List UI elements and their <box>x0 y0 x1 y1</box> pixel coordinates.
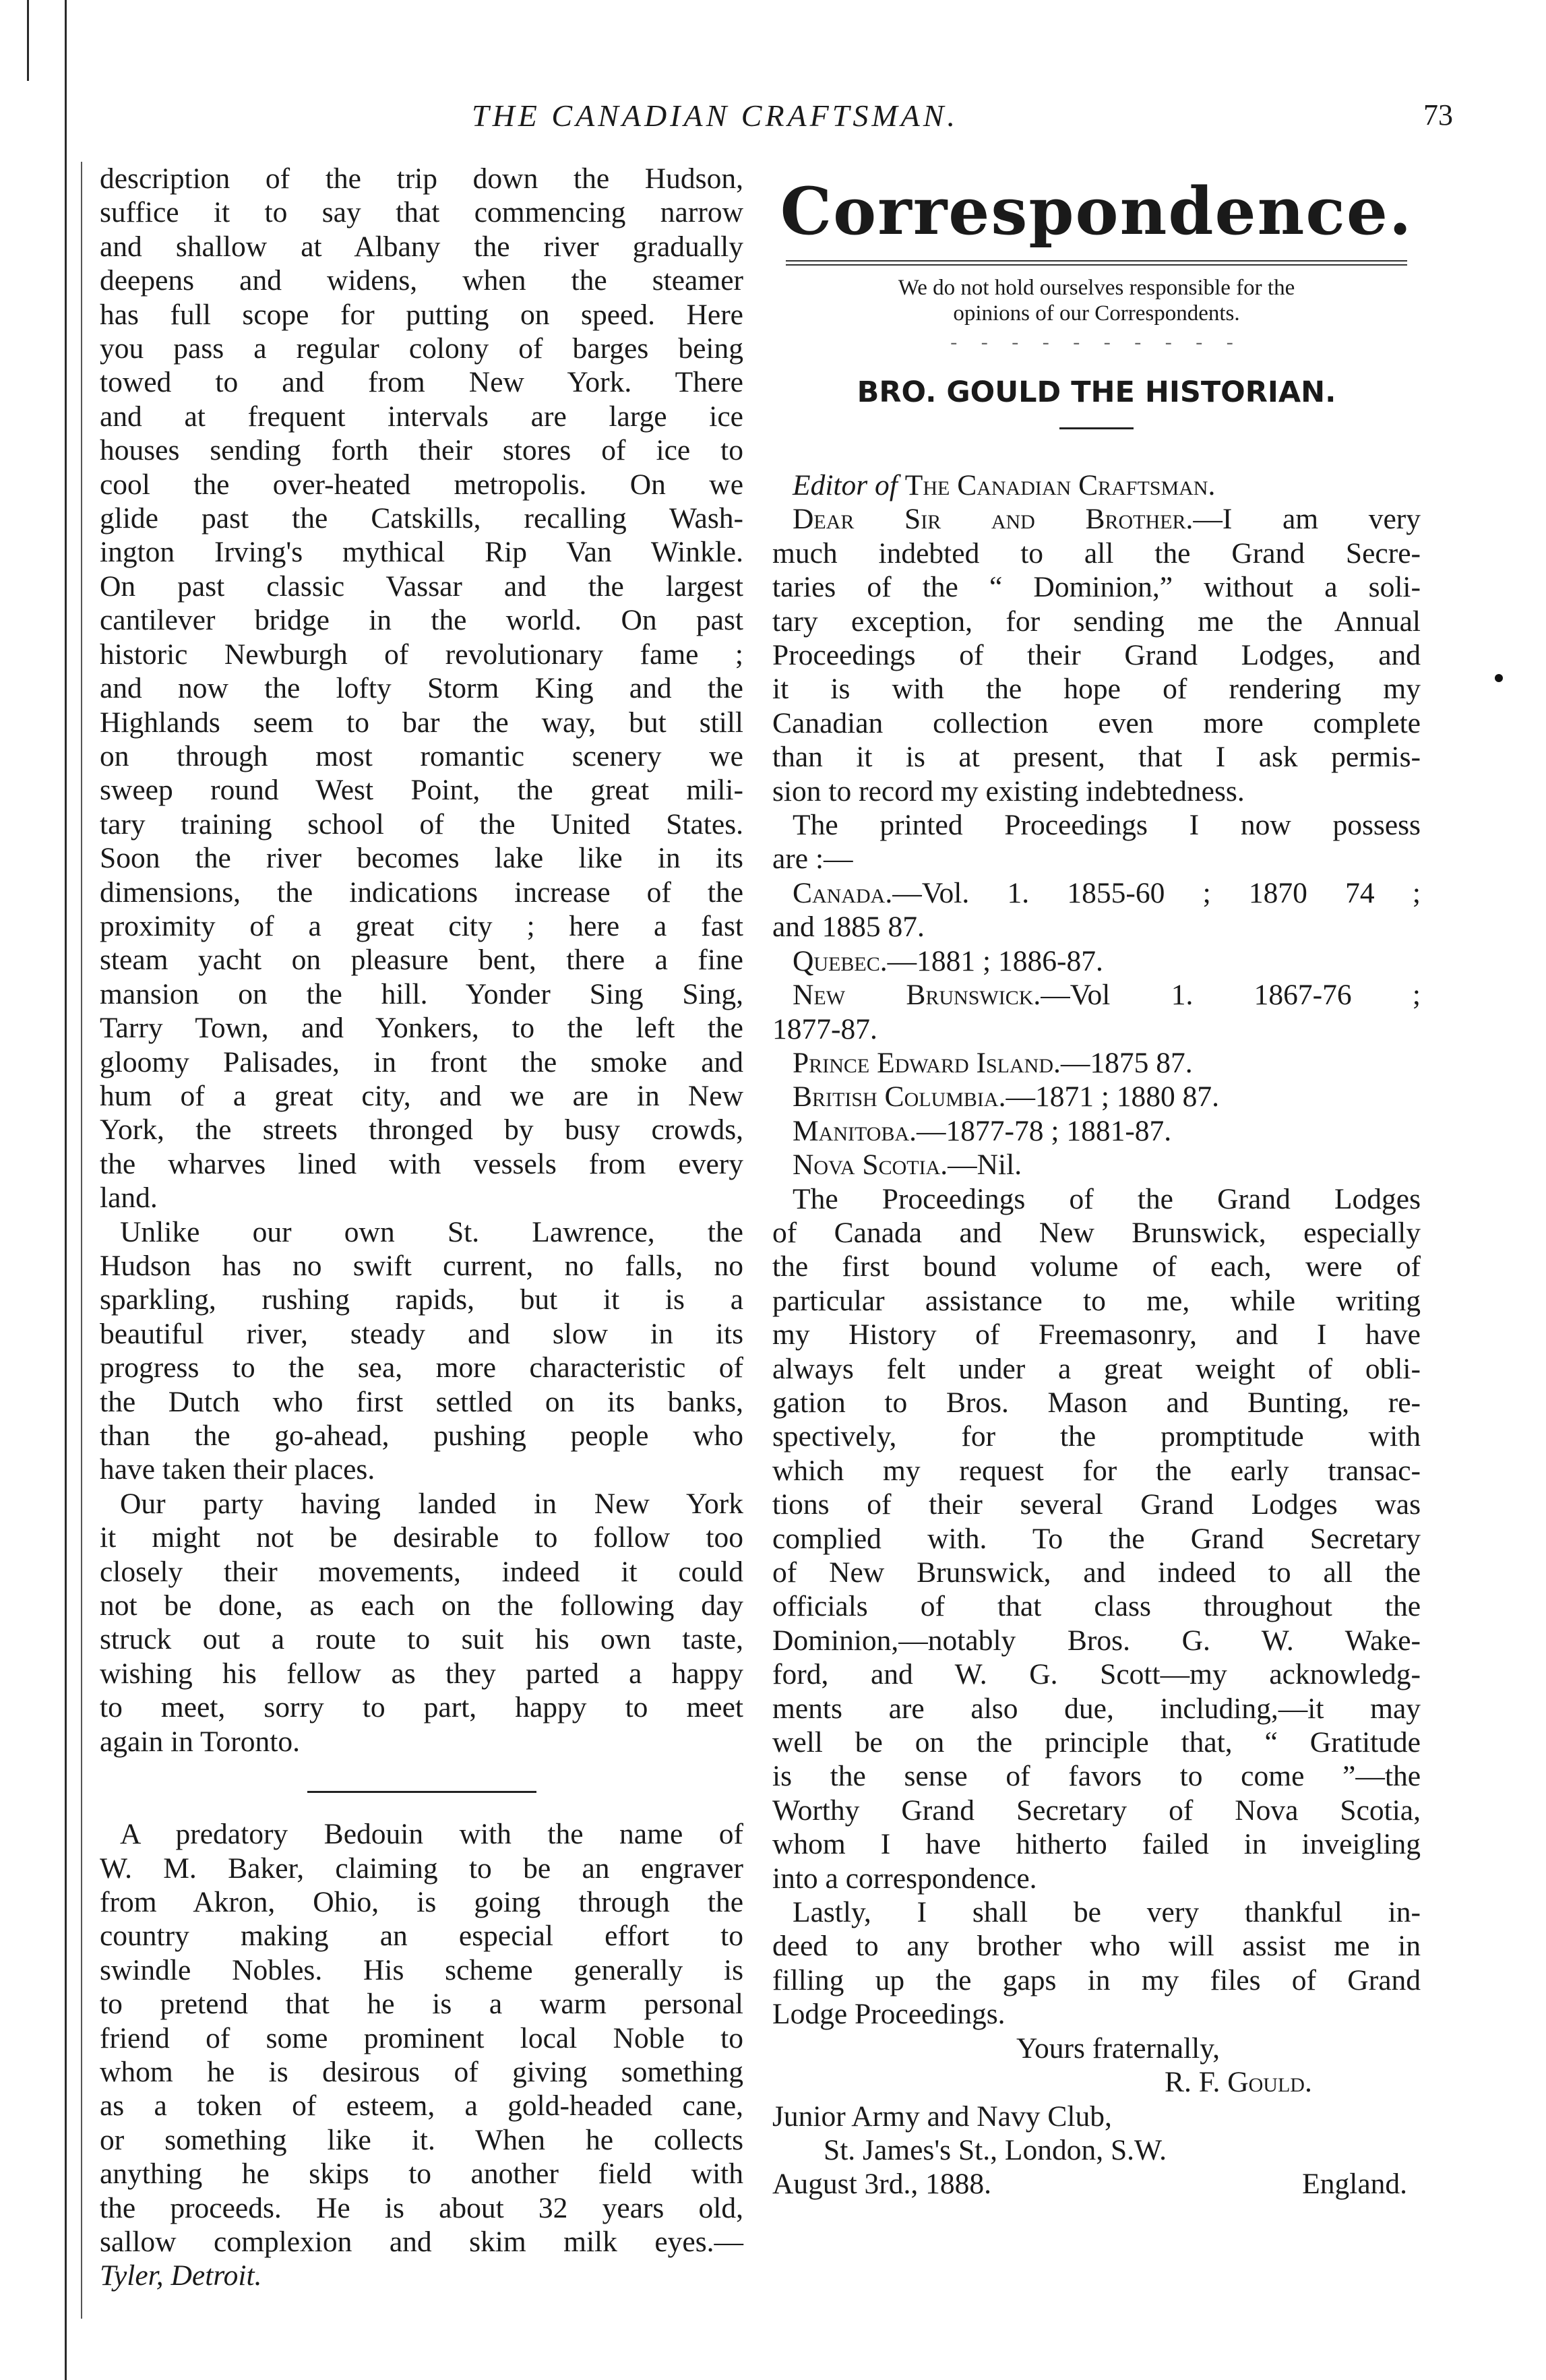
left-column <box>100 162 743 2293</box>
text-line: ford, and W. G. Scott—my acknowledg- <box>772 1658 1421 1691</box>
text-line: Soon the river becomes lake like in its <box>100 842 743 875</box>
text-line: it is with the hope of rendering my <box>772 673 1421 706</box>
salutation-continuation: —I am very <box>1193 503 1421 536</box>
text-line: The printed Proceedings I now possess <box>793 809 1421 842</box>
proceedings-item <box>772 1012 1421 1046</box>
text-line: country making an especial effort to <box>100 1920 743 1953</box>
text-line: ington Irving's mythical Rip Van Winkle. <box>100 536 743 569</box>
proceedings-item <box>772 910 1421 944</box>
section-rule <box>307 1791 536 1793</box>
editor-publication: The Canadian Craftsman. <box>904 469 1216 501</box>
text-line: suffice it to say that commencing narrow <box>100 196 743 229</box>
text-line: beautiful river, steady and slow in its <box>100 1317 743 1350</box>
text-line: of Canada and New Brunswick, especially <box>772 1216 1421 1249</box>
text-line: dimensions, the indications increase of the <box>100 876 743 909</box>
title-rule <box>1059 427 1134 429</box>
text-line: towed to and from New York. There <box>100 366 743 399</box>
text-line: deed to any brother who will assist me in <box>772 1930 1421 1963</box>
text-line: tary training school of the United States. <box>100 807 743 841</box>
bedouin-notice <box>100 1817 743 2293</box>
text-line: ments are also due, including,—it may <box>772 1692 1421 1725</box>
text-line: glide past the Catskills, recalling Wash- <box>100 502 743 535</box>
proceedings-item <box>772 944 1421 978</box>
text-line: description of the trip down the Hudson, <box>100 162 743 195</box>
address-line: St. James's St., London, S.W. <box>824 2133 1167 2166</box>
letter-paragraph-2 <box>772 808 1421 876</box>
text-line: The Proceedings of the Grand Lodges <box>793 1182 1421 1215</box>
proceedings-years: —1875 87. <box>1060 1046 1193 1079</box>
right-column <box>772 162 1421 2201</box>
text-line: particular assistance to me, while writing <box>772 1284 1421 1317</box>
jurisdiction-name: British Columbia. <box>793 1080 1006 1113</box>
text-line: is the sense of favors to come ”—the <box>772 1760 1421 1793</box>
text-line: as a token of esteem, a gold-headed cane, <box>100 2089 743 2123</box>
text-line: whom I have hitherto failed in inveigling <box>772 1828 1421 1861</box>
signature-block <box>772 2032 1421 2201</box>
text-line: A predatory Bedouin with the name of <box>120 1818 743 1851</box>
signature: R. F. Gould. <box>1165 2066 1312 2099</box>
text-line: again in Toronto. <box>100 1725 300 1758</box>
proceedings-item <box>772 1148 1421 1182</box>
text-line: Canadian collection even more complete <box>772 706 1421 739</box>
proceedings-item <box>772 1114 1421 1148</box>
text-line: sallow complexion and skim milk eyes.— <box>100 2225 743 2258</box>
text-line: spectively, for the promptitude with <box>772 1420 1421 1453</box>
text-line: steam yacht on pleasure bent, there a fine <box>100 944 743 977</box>
proceedings-years: —Vol. 1. 1855-60 ; 1870 74 ; <box>892 876 1421 909</box>
text-line: or something like it. When he collects <box>100 2123 743 2156</box>
hudson-paragraph-3 <box>100 1487 743 1759</box>
text-line: my History of Freemasonry, and I have <box>772 1318 1421 1351</box>
text-line: and shallow at Albany the river gradually <box>100 230 743 263</box>
text-line: deepens and widens, when the steamer <box>100 264 743 297</box>
text-line: land. <box>100 1182 158 1215</box>
dash-row: - - - - - - - - - - <box>950 331 1243 353</box>
proceedings-years: 1877-87. <box>772 1012 877 1045</box>
editor-line <box>772 468 1421 502</box>
text-line: Hudson has no swift current, no falls, no <box>100 1250 743 1282</box>
text-line: anything he skips to another field with <box>100 2158 743 2191</box>
text-line: to pretend that he is a warm personal <box>100 1988 743 2021</box>
text-line: sion to record my existing indebtedness. <box>772 774 1245 807</box>
text-line: not be done, as each on the following day <box>100 1589 743 1622</box>
text-line: struck out a route to suit his own taste, <box>100 1623 743 1656</box>
text-line: the first bound volume of each, were of <box>772 1250 1421 1283</box>
text-line: have taken their places. <box>100 1453 375 1486</box>
text-line: gation to Bros. Mason and Bunting, re- <box>772 1386 1421 1419</box>
hudson-paragraph-2 <box>100 1215 743 1487</box>
text-line: cantilever bridge in the world. On past <box>100 604 743 637</box>
gutter-line <box>27 0 29 81</box>
text-line: tary exception, for sending me the Annual <box>772 605 1421 638</box>
hudson-paragraph-1 <box>100 162 743 1215</box>
proceedings-years: —Vol 1. 1867-76 ; <box>1041 979 1421 1012</box>
jurisdiction-name: Quebec. <box>793 944 888 977</box>
letter-paragraph-3 <box>772 1182 1421 1896</box>
text-line: into a correspondence. <box>772 1862 1037 1895</box>
article-title: BRO. GOULD THE HISTORIAN. <box>857 375 1336 409</box>
section-title: Correspondence. <box>780 173 1413 249</box>
text-line: has full scope for putting on speed. Here <box>100 298 743 331</box>
text-line: than the go-ahead, pushing people who <box>100 1420 743 1453</box>
text-line: cool the over-heated metropolis. On we <box>100 468 743 501</box>
text-line: Unlike our own St. Lawrence, the <box>120 1215 743 1248</box>
letter-country: England. <box>1302 2168 1407 2201</box>
text-line: the wharves lined with vessels from every <box>100 1147 743 1180</box>
gutter-line <box>81 162 82 2319</box>
text-line: historic Newburgh of revolutionary fame ; <box>100 638 743 671</box>
double-rule <box>786 260 1407 266</box>
text-line: friend of some prominent local Noble to <box>100 2021 743 2054</box>
proceedings-item <box>772 978 1421 1012</box>
text-line: sparkling, rushing rapids, but it is a <box>100 1283 743 1316</box>
jurisdiction-name: Canada. <box>793 876 893 909</box>
text-line: Worthy Grand Secretary of Nova Scotia, <box>772 1794 1421 1827</box>
text-line: to meet, sorry to part, happy to meet <box>100 1691 743 1724</box>
text-line: of New Brunswick, and indeed to all the <box>772 1556 1421 1589</box>
jurisdiction-name: New Brunswick. <box>793 979 1041 1012</box>
text-line: Proceedings of their Grand Lodges, and <box>772 639 1421 672</box>
proceedings-list <box>772 876 1421 1182</box>
running-title: THE CANADIAN CRAFTSMAN. <box>472 98 958 133</box>
salutation: Dear Sir and Brother. <box>793 503 1194 536</box>
text-line: well be on the principle that, “ Gratitude <box>772 1726 1421 1759</box>
text-line: than it is at present, that I ask permis- <box>772 741 1421 774</box>
bullet-mark <box>1495 674 1503 682</box>
text-line: and at frequent intervals are large ice <box>100 400 743 433</box>
text-line <box>772 502 1421 536</box>
jurisdiction-name: Manitoba. <box>793 1114 917 1147</box>
disclaimer-line: We do not hold ourselves responsible for the <box>898 276 1295 300</box>
text-line: tions of their several Grand Lodges was <box>772 1488 1421 1521</box>
text-line: always felt under a great weight of obli- <box>772 1352 1421 1385</box>
gutter-line <box>65 0 67 2380</box>
text-line: from Akron, Ohio, is going through the <box>100 1885 743 1918</box>
text-line: closely their movements, indeed it could <box>100 1555 743 1588</box>
proceedings-years: —1871 ; 1880 87. <box>1006 1080 1220 1113</box>
text-line: W. M. Baker, claiming to be an engraver <box>100 1852 743 1885</box>
text-line: filling up the gaps in my files of Grand <box>772 1963 1421 1996</box>
text-line: are :— <box>772 843 853 876</box>
jurisdiction-name: Prince Edward Island. <box>793 1046 1061 1079</box>
editor-italic: Editor of <box>793 469 898 501</box>
proceedings-years: and 1885 87. <box>772 911 925 944</box>
text-line: whom he is desirous of giving something <box>100 2055 743 2088</box>
proceedings-item <box>772 1046 1421 1080</box>
text-line: the Dutch who first settled on its banks, <box>100 1385 743 1418</box>
letter-paragraph-4 <box>772 1895 1421 2032</box>
letter-paragraph-1 <box>772 502 1421 808</box>
text-line: mansion on the hill. Yonder Sing Sing, <box>100 977 743 1010</box>
text-line: you pass a regular colony of barges being <box>100 332 743 365</box>
text-line: swindle Nobles. His scheme generally is <box>100 1953 743 1986</box>
text-line: York, the streets thronged by busy crowds, <box>100 1113 743 1147</box>
text-line: Lastly, I shall be very thankful in- <box>793 1896 1421 1929</box>
text-line: taries of the “ Dominion,” without a soli- <box>772 571 1421 604</box>
disclaimer-line: opinions of our Correspondents. <box>953 301 1240 326</box>
text-line: Tarry Town, and Yonkers, to the left the <box>100 1012 743 1045</box>
jurisdiction-name: Nova Scotia. <box>793 1149 948 1182</box>
attribution: Tyler, Detroit. <box>100 2259 262 2292</box>
disclaimer <box>772 275 1421 326</box>
address-line: Junior Army and Navy Club, <box>772 2100 1112 2133</box>
text-line: hum of a great city, and we are in New <box>100 1079 743 1112</box>
proceedings-years: —1877-78 ; 1881-87. <box>917 1114 1172 1147</box>
proceedings-years: —1881 ; 1886-87. <box>887 944 1103 977</box>
text-line: on through most romantic scenery we <box>100 739 743 772</box>
text-line: and now the lofty Storm King and the <box>100 672 743 705</box>
closing: Yours fraternally, <box>1016 2032 1220 2065</box>
text-line: it might not be desirable to follow too <box>100 1521 743 1554</box>
text-line: proximity of a great city ; here a fast <box>100 909 743 942</box>
text-line: gloomy Palisades, in front the smoke and <box>100 1045 743 1078</box>
text-line: much indebted to all the Grand Secre- <box>772 537 1421 570</box>
text-line: On past classic Vassar and the largest <box>100 570 743 603</box>
text-line: which my request for the early transac- <box>772 1454 1421 1487</box>
text-line: progress to the sea, more characteristic of <box>100 1351 743 1384</box>
text-line: complied with. To the Grand Secretary <box>772 1522 1421 1555</box>
text-line: officials of that class throughout the <box>772 1590 1421 1623</box>
text-line: wishing his fellow as they parted a happy <box>100 1657 743 1690</box>
text-line: Dominion,—notably Bros. G. W. Wake- <box>772 1624 1421 1657</box>
text-line: Highlands seem to bar the way, but still <box>100 706 743 739</box>
proceedings-item <box>772 1080 1421 1113</box>
text-line: Lodge Proceedings. <box>772 1998 1006 2031</box>
page-header <box>0 98 1546 152</box>
text-line: the proceeds. He is about 32 years old, <box>100 2191 743 2224</box>
proceedings-years: —Nil. <box>948 1149 1022 1182</box>
text-line: sweep round West Point, the great mili- <box>100 774 743 807</box>
date-line <box>772 2167 1421 2201</box>
text-line: houses sending forth their stores of ice to <box>100 434 743 467</box>
proceedings-item <box>772 876 1421 910</box>
page-number: 73 <box>1423 98 1453 131</box>
letter-date: August 3rd., 1888. <box>772 2168 992 2201</box>
text-line: Our party having landed in New York <box>120 1487 743 1520</box>
